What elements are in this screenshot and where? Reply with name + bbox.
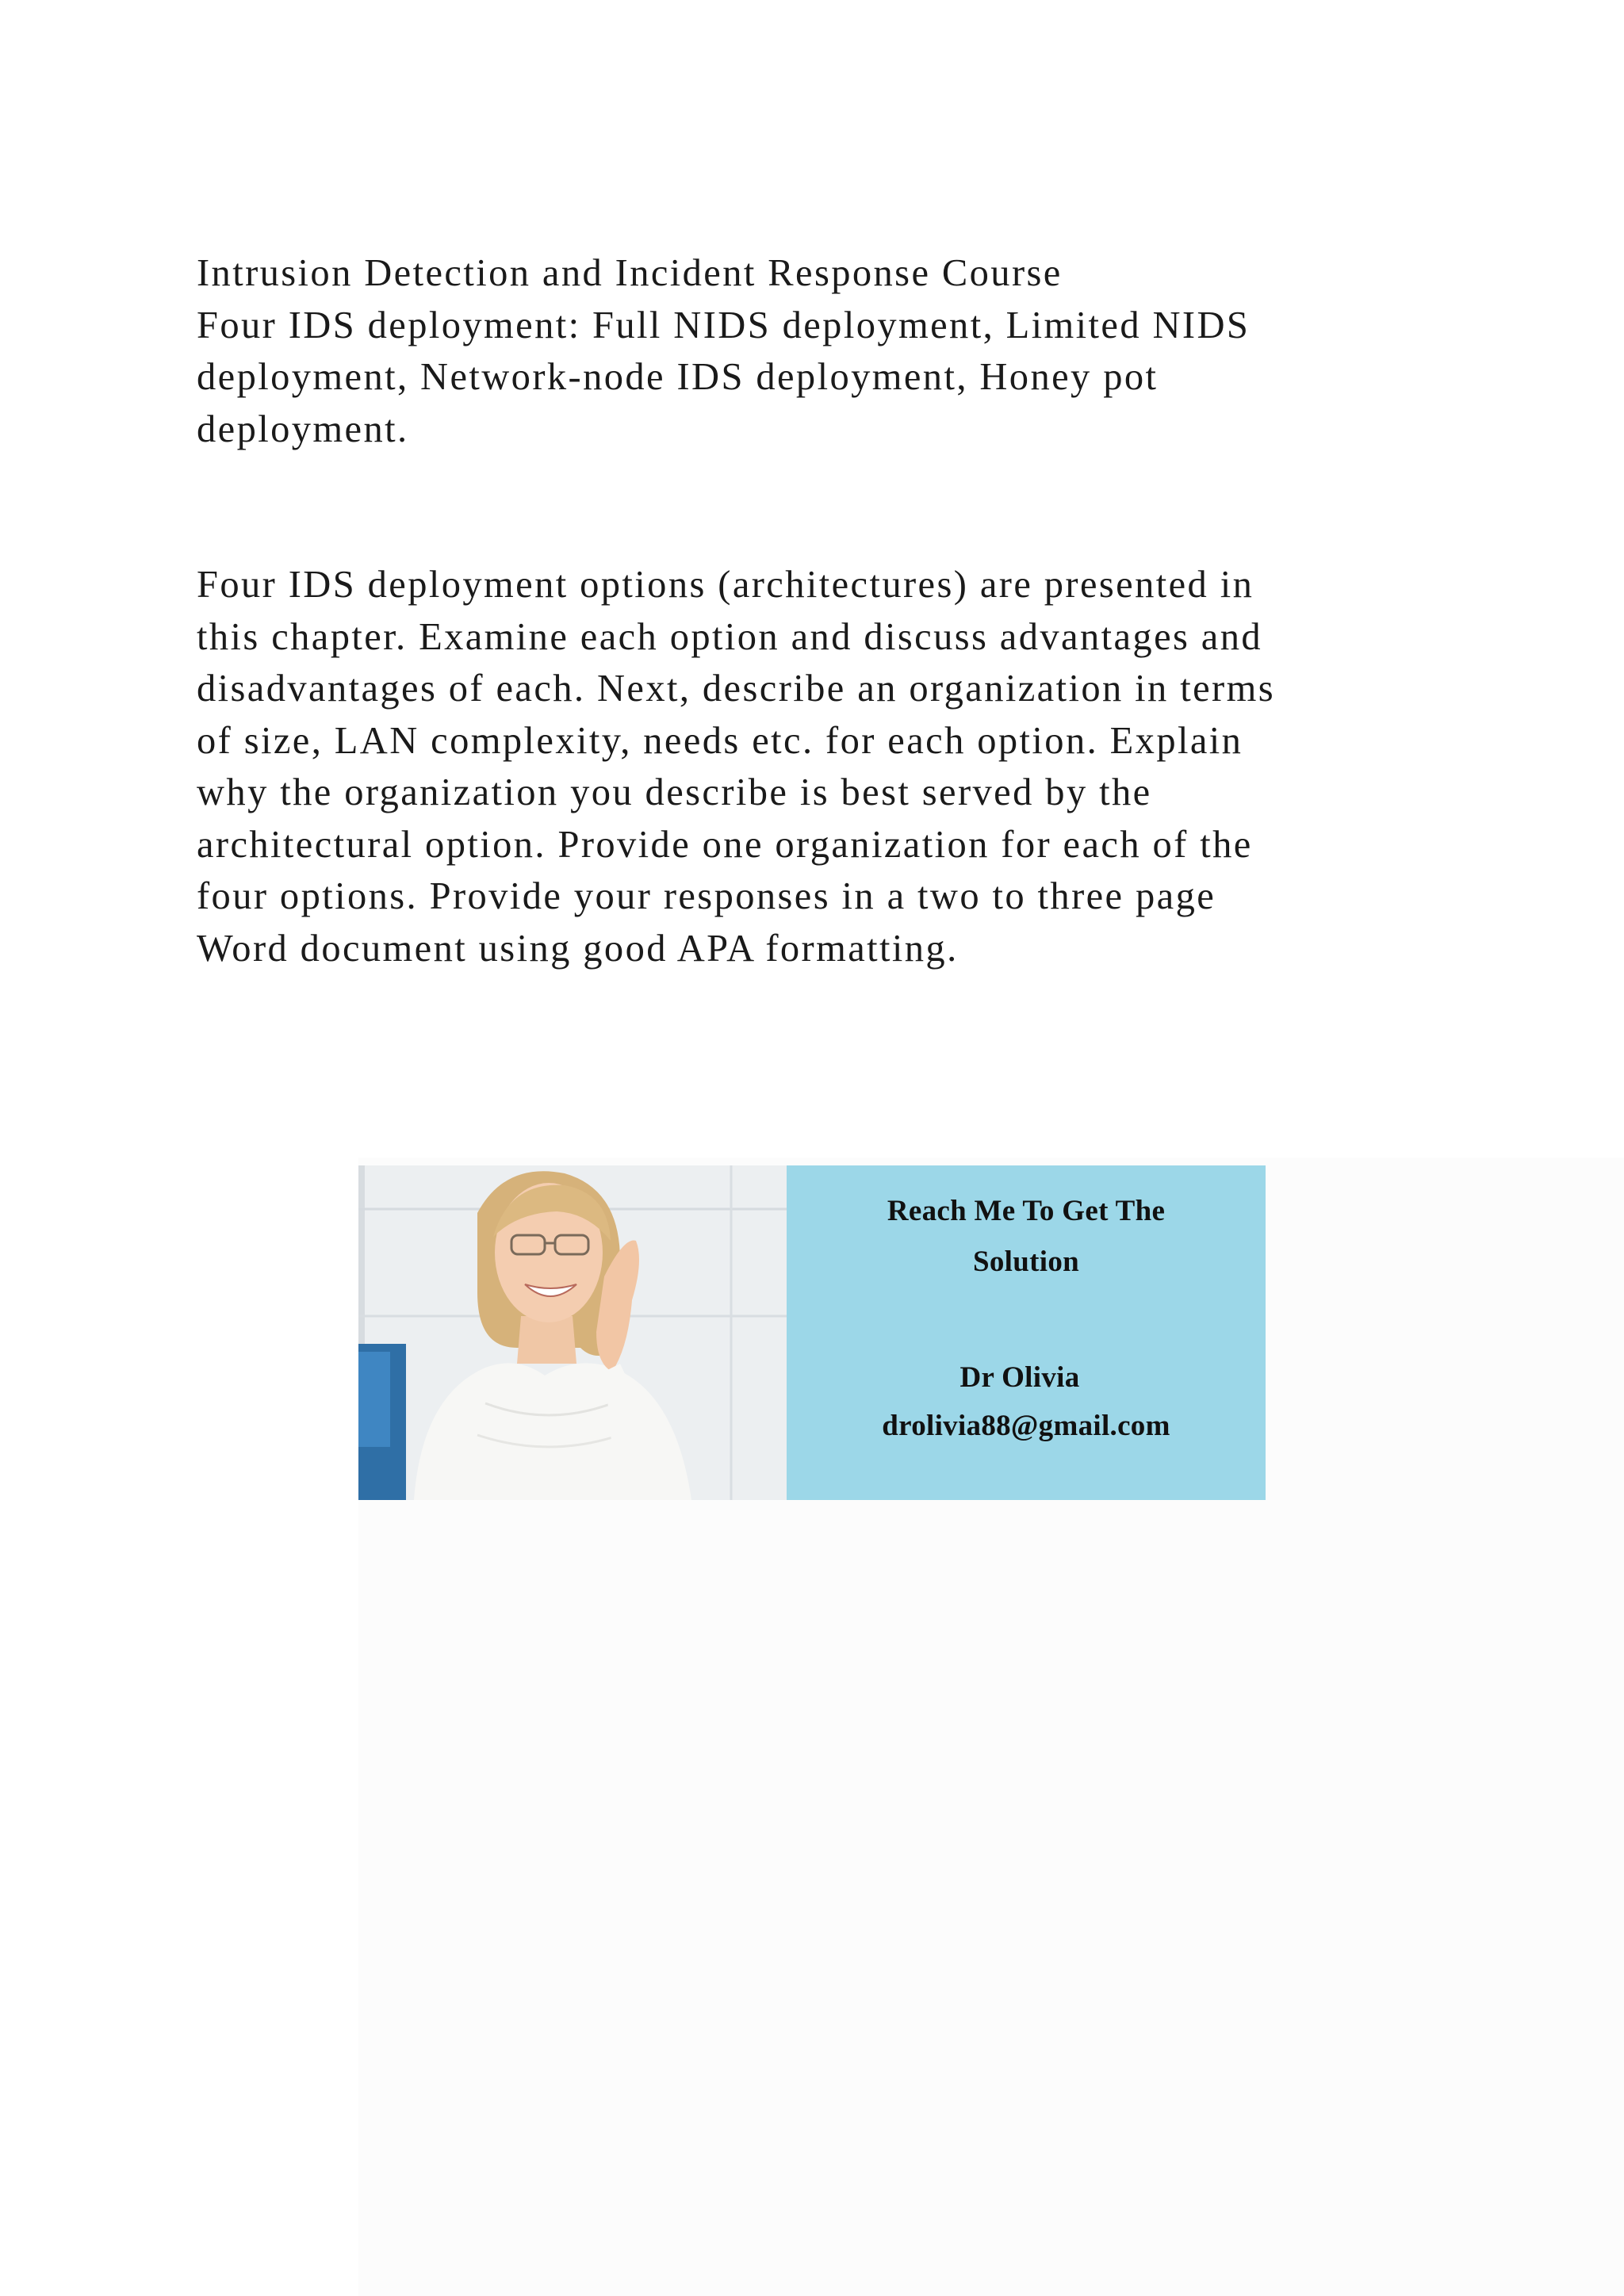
header-line: deployment.: [197, 408, 409, 450]
paragraph-line: this chapter. Examine each option and discuss advantages and: [197, 615, 1263, 658]
paragraph-line: why the organization you describe is best served by the: [197, 771, 1152, 813]
banner-headline: Reach Me To Get The: [887, 1195, 1166, 1227]
header-line: deployment, Network-node IDS deployment, Honey pot: [197, 356, 1159, 398]
banner-headline-continued: Solution: [972, 1246, 1079, 1278]
assignment-paragraph: [197, 559, 1434, 974]
paragraph-line: architectural option. Provide one organization for each of the: [197, 823, 1253, 866]
document-header: [197, 247, 1434, 455]
header-line: Four IDS deployment: Full NIDS deployment, Limited NIDS: [197, 304, 1251, 346]
paragraph-line: four options. Provide your responses in a two to three page: [197, 875, 1216, 917]
contact-info-panel: [787, 1165, 1266, 1500]
contact-name: Dr Olivia: [959, 1361, 1080, 1394]
paragraph-line: Four IDS deployment options (architectures) are presented in: [197, 564, 1254, 606]
contact-email[interactable]: drolivia88@gmail.com: [882, 1410, 1170, 1442]
portrait-illustration: [358, 1165, 787, 1500]
paragraph-line: Word document using good APA formatting.: [197, 927, 959, 970]
paragraph-line: disadvantages of each. Next, describe an organization in terms: [197, 668, 1275, 710]
paragraph-line: of size, LAN complexity, needs etc. for each option. Explain: [197, 719, 1243, 762]
contact-banner: [358, 1165, 1266, 1500]
course-title: Intrusion Detection and Incident Response Course: [197, 252, 1063, 294]
woman-photo: [358, 1165, 787, 1500]
